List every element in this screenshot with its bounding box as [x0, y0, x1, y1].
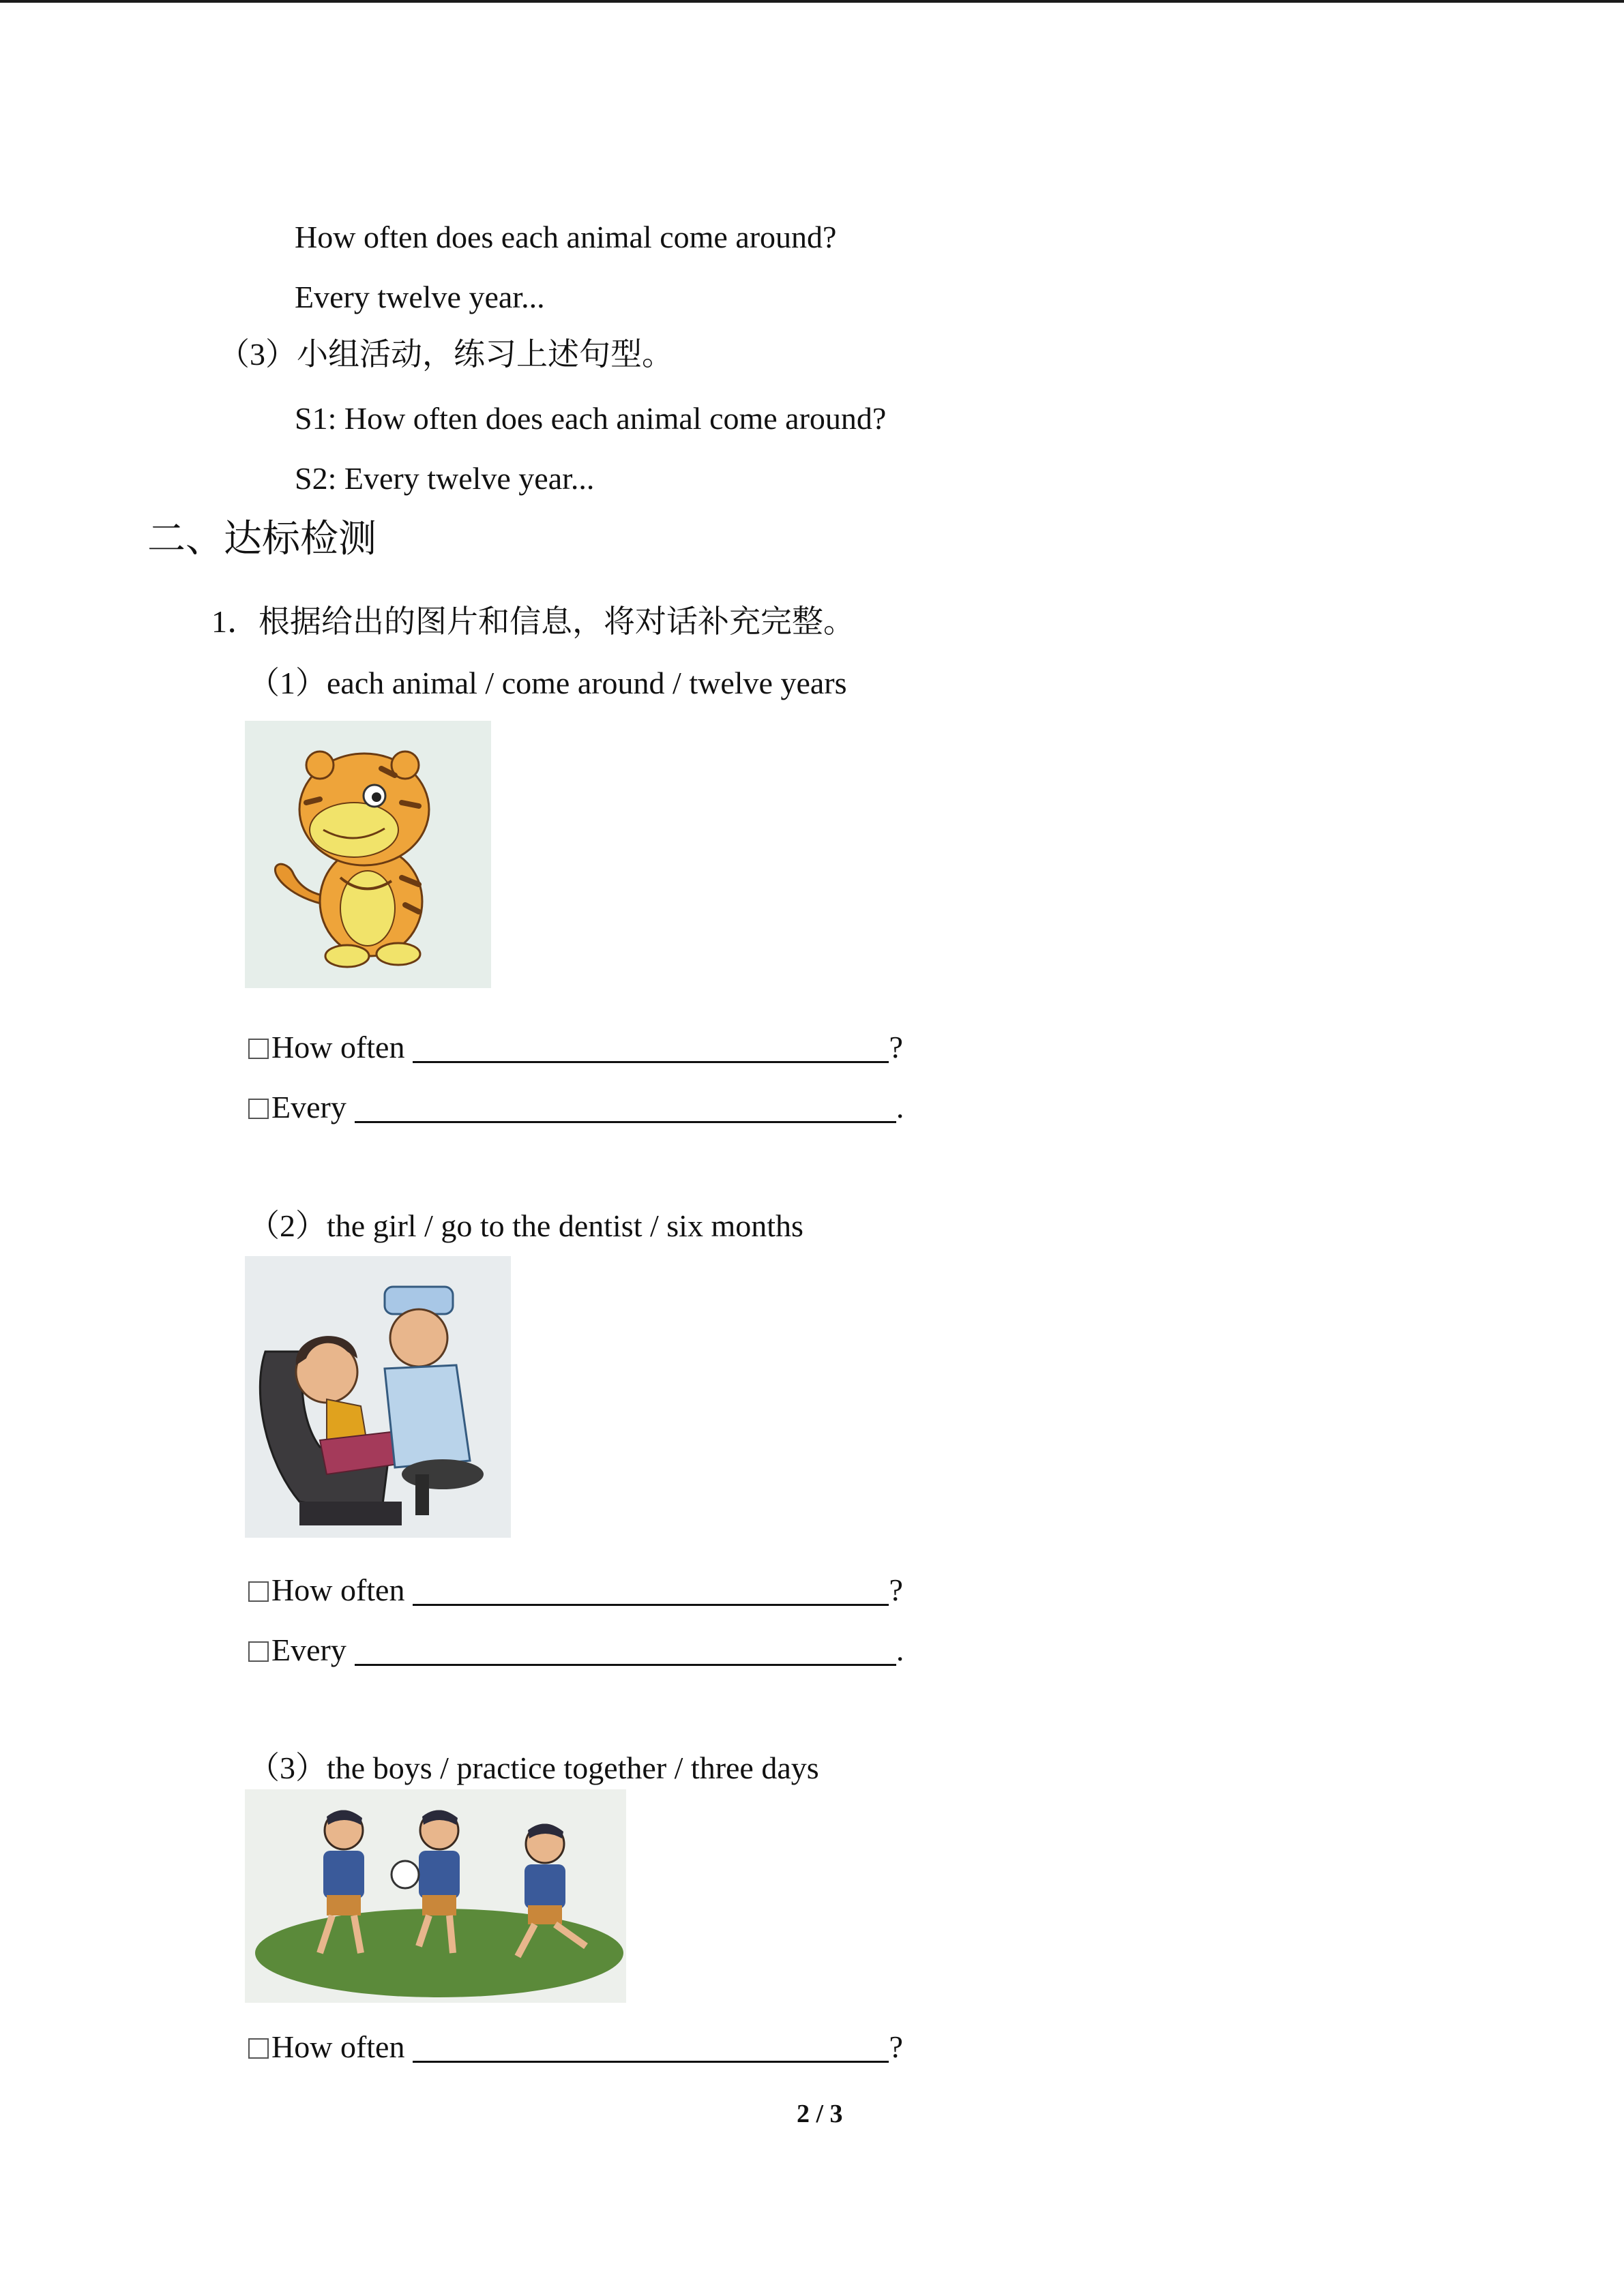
question-end: ? — [889, 2029, 903, 2064]
checkbox-icon — [248, 1099, 269, 1119]
item-3-cue: （3）the boys / practice together / three days — [248, 1750, 819, 1785]
boys-picture — [245, 1789, 626, 2003]
question-blank[interactable] — [413, 2031, 889, 2063]
answer-end: . — [896, 1632, 904, 1667]
question-blank[interactable] — [413, 1574, 889, 1606]
task-1-instruction: 1．根据给出的图片和信息，将对话补充完整。 — [211, 604, 855, 639]
item-2-cue: （2）the girl / go to the dentist / six months — [248, 1208, 803, 1243]
boys-soccer-cartoon-icon — [245, 1789, 626, 2003]
question-end: ? — [889, 1030, 903, 1064]
top-border — [0, 0, 1624, 3]
step-3-instruction: （3）小组活动，练习上述句型。 — [218, 337, 673, 372]
checkbox-icon — [248, 1039, 269, 1059]
dentist-cartoon-icon — [245, 1256, 511, 1538]
page-number: 2 / 3 — [797, 2100, 843, 2128]
item-3-question — [248, 2028, 903, 2066]
checkbox-icon — [248, 1581, 269, 1602]
item-1-answer — [248, 1088, 904, 1127]
answer-blank[interactable] — [355, 1634, 896, 1666]
answer-blank[interactable] — [355, 1091, 896, 1123]
dialog-s1: S1: How often does each animal come around? — [295, 401, 887, 436]
tiger-picture — [245, 721, 491, 988]
question-prefix: How often — [271, 1572, 405, 1607]
item-2-answer — [248, 1631, 904, 1669]
tiger-cartoon-icon — [245, 721, 491, 988]
section-heading: 二、达标检测 — [147, 518, 377, 561]
answer-end: . — [896, 1090, 904, 1124]
question-prefix: How often — [271, 2029, 405, 2064]
checkbox-icon — [248, 1641, 269, 1662]
item-1-cue: （1）each animal / come around / twelve years — [248, 666, 847, 700]
question-end: ? — [889, 1572, 903, 1607]
answer-prefix: Every — [271, 1632, 346, 1667]
item-1-question — [248, 1028, 903, 1067]
checkbox-icon — [248, 2038, 269, 2059]
item-2-question — [248, 1571, 903, 1609]
dentist-picture — [245, 1256, 511, 1538]
answer-prefix: Every — [271, 1090, 346, 1124]
intro-answer: Every twelve year... — [295, 280, 545, 314]
dialog-s2: S2: Every twelve year... — [295, 461, 595, 496]
intro-question: How often does each animal come around? — [295, 220, 837, 254]
question-prefix: How often — [271, 1030, 405, 1064]
question-blank[interactable] — [413, 1031, 889, 1063]
